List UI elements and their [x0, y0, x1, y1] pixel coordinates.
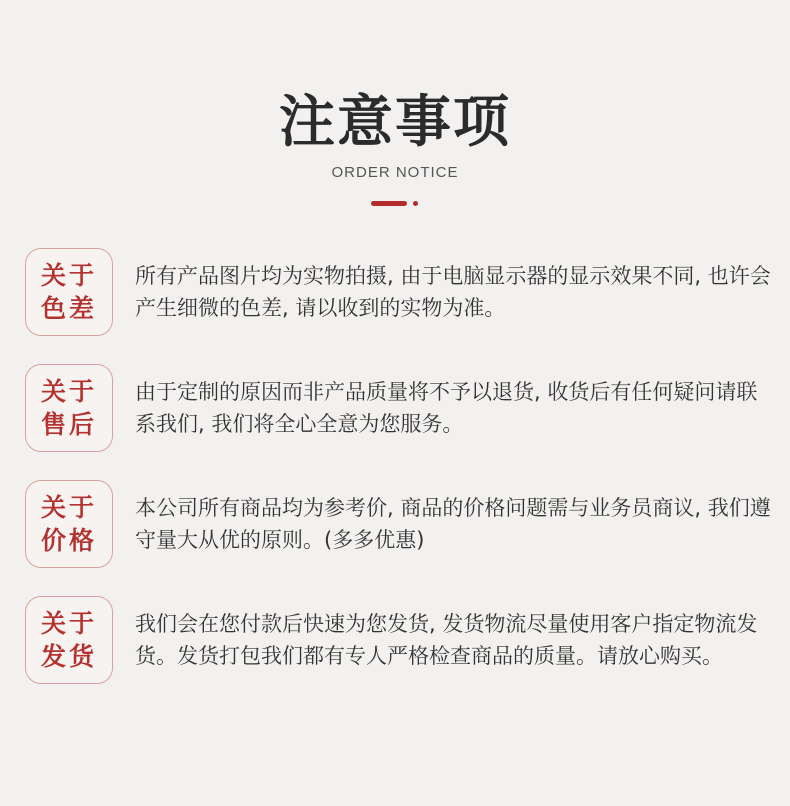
badge-line-2: 色差 [40, 294, 97, 323]
badge-line-1: 关于 [40, 493, 97, 522]
badge-line-1: 关于 [40, 609, 97, 638]
page-header [0, 88, 790, 181]
notice-badge [25, 596, 113, 684]
page-subtitle: ORDER NOTICE [331, 164, 459, 181]
title-divider [371, 201, 421, 207]
divider-dot [413, 201, 418, 206]
badge-line-1: 关于 [40, 377, 97, 406]
divider-bar [371, 201, 407, 206]
notice-text: 本公司所有商品均为参考价, 商品的价格问题需与业务员商议, 我们遵守量大从优的原则。(多多优惠) [135, 496, 771, 552]
badge-line-1: 关于 [40, 261, 97, 290]
notice-badge [25, 364, 113, 452]
notice-badge [25, 248, 113, 336]
page-title: 注意事项 [279, 90, 511, 155]
badge-line-2: 价格 [40, 526, 97, 555]
notice-text: 我们会在您付款后快速为您发货, 发货物流尽量使用客户指定物流发货。发货打包我们都有专人严格检查商品的质量。请放心购买。 [135, 612, 758, 668]
badge-line-2: 售后 [40, 410, 97, 439]
notice-badge [25, 480, 113, 568]
notice-text: 所有产品图片均为实物拍摄, 由于电脑显示器的显示效果不同, 也许会产生细微的色差, 请以收到的实物为准。 [135, 264, 771, 320]
notice-text: 由于定制的原因而非产品质量将不予以退货, 收货后有任何疑问请联系我们, 我们将全心全意为您服务。 [135, 380, 758, 436]
badge-line-2: 发货 [40, 642, 97, 671]
